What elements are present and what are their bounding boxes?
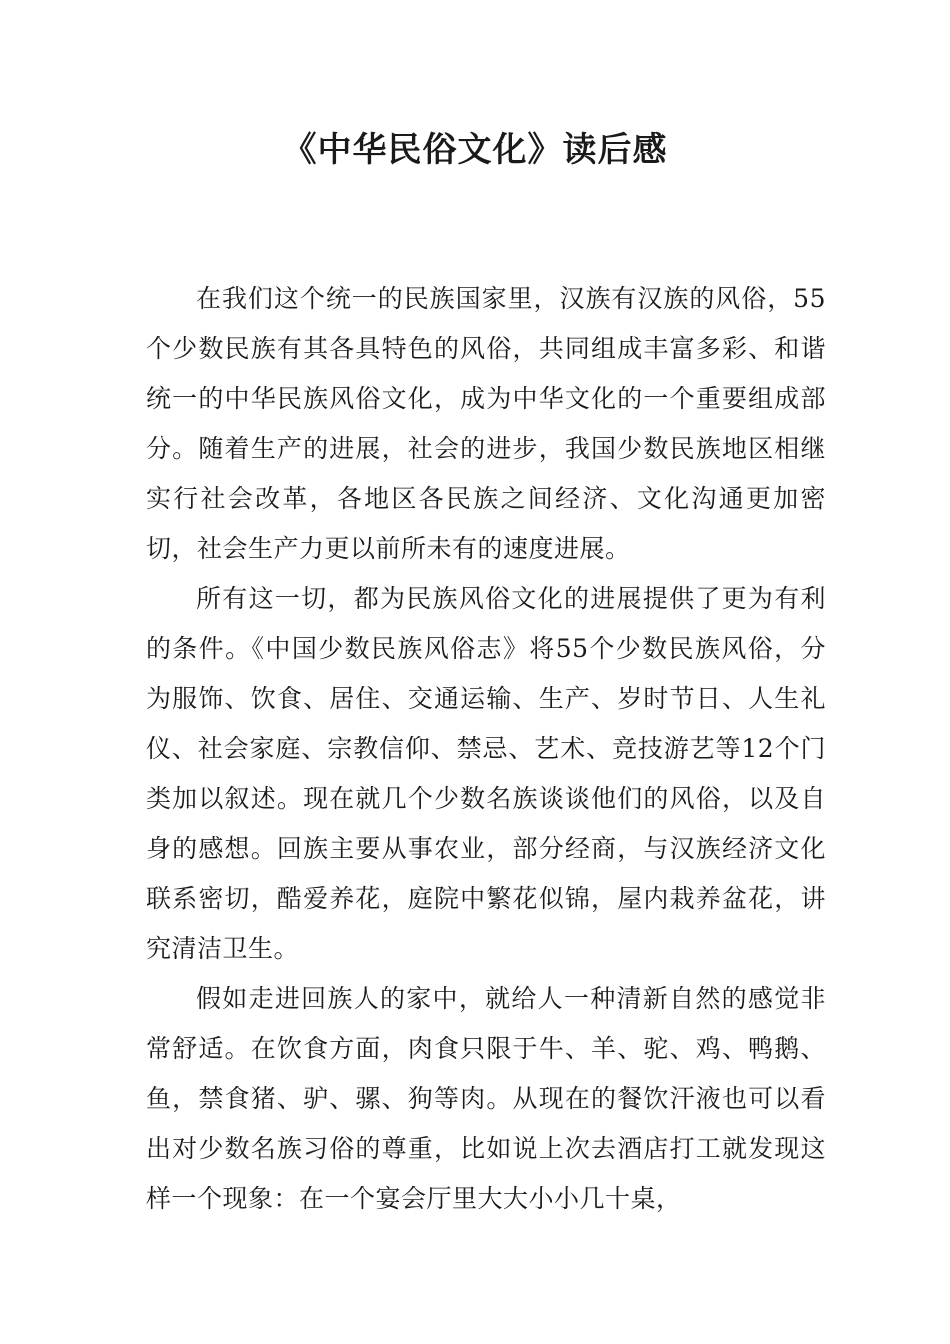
document-title: 《中华民俗文化》读后感 bbox=[282, 130, 668, 170]
paragraph-2: 所有这一切，都为民族风俗文化的进展提供了更为有利的条件。《中国少数民族风俗志》将55个少数民族风俗，分为服饰、饮食、居住、交通运输、生产、岁时节日、人生礼仪、社会家庭、宗教信仰、禁忌、艺术、竞技游艺等12个门类加以叙述。现在就几个少数名族谈谈他们的风俗，以及自身的感想。回族主要从事农业，部分经商，与汉族经济文化联系密切，酷爱养花，庭院中繁花似锦，屋内栽养盆花，讲究清洁卫生。 bbox=[146, 584, 826, 963]
document-body bbox=[146, 274, 826, 1224]
paragraph-1: 在我们这个统一的民族国家里，汉族有汉族的风俗，55个少数民族有其各具特色的风俗，共同组成丰富多彩、和谐统一的中华民族风俗文化，成为中华文化的一个重要组成部分。随着生产的进展，社会的进步，我国少数民族地区相继实行社会改革，各地区各民族之间经济、文化沟通更加密切，社会生产力更以前所未有的速度进展。 bbox=[146, 284, 826, 563]
paragraph-3: 假如走进回族人的家中，就给人一种清新自然的感觉非常舒适。在饮食方面，肉食只限于牛、羊、驼、鸡、鸭鹅、鱼，禁食猪、驴、骡、狗等肉。从现在的餐饮汗液也可以看出对少数名族习俗的尊重，比如说上次去酒店打工就发现这样一个现象：在一个宴会厅里大大小小几十桌， bbox=[146, 984, 826, 1213]
